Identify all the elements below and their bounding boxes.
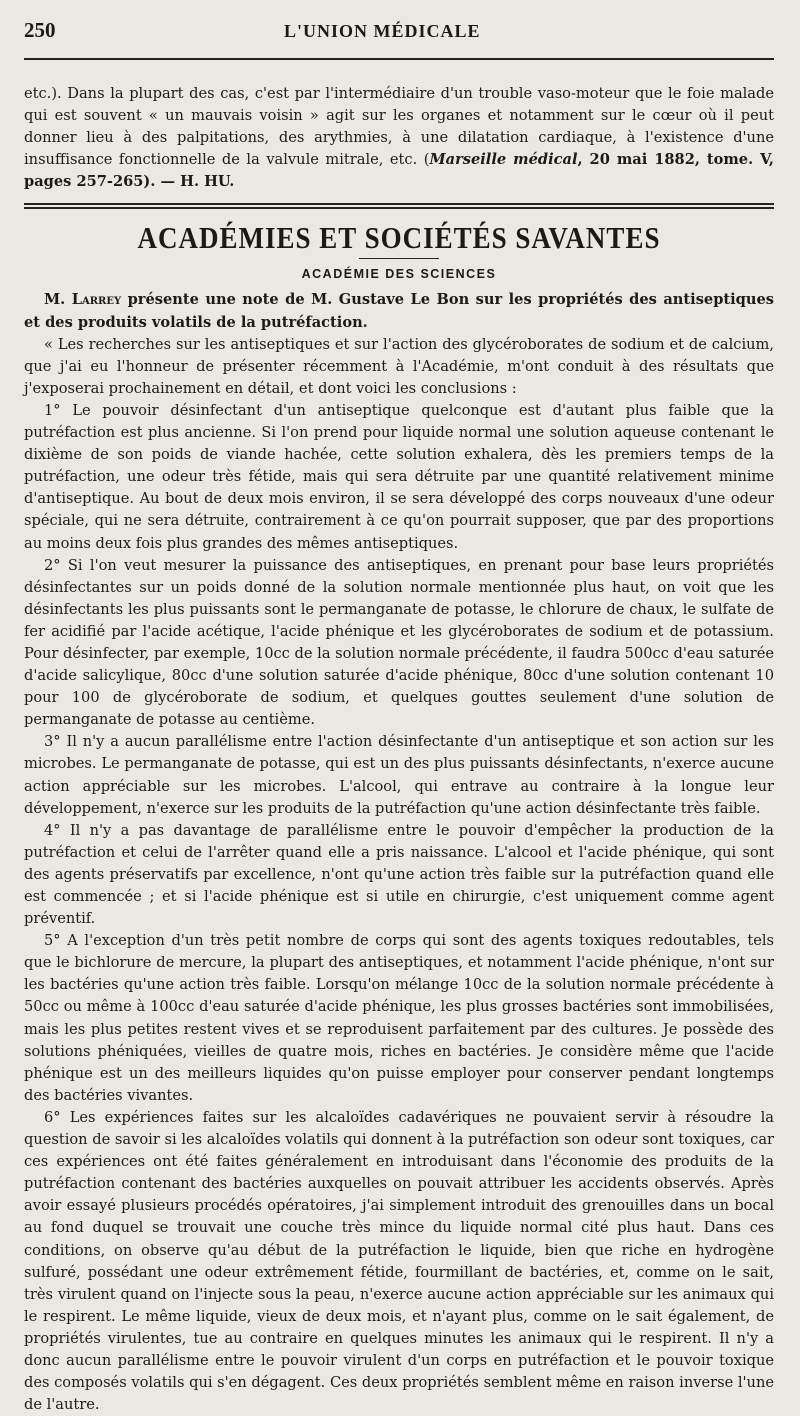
- previous-article-text: etc.). Dans la plupart des cas, c'est par l'intermédiaire d'un trouble vaso-moteur que le foie malade qui est souvent « un mauvais voisin » agit sur les organes et notamment sur le cœur où il peut donner lieu à des palpitations, des arythmies, à une dilatation cardiaque, à l'existence d'une insuffisance fonctionnelle de la valvule mitrale, etc. (: [24, 85, 774, 169]
- citation-details: , 20 mai 1882, tome. V, pages 257-265). — H. HU.: [24, 151, 774, 191]
- article-intro: [24, 289, 774, 333]
- page-number: 250: [24, 18, 56, 42]
- previous-article-ending: [24, 83, 774, 193]
- conclusion-6: 6° Les expériences faites sur les alcaloïdes cadavériques ne pouvaient servir à résoudre la question de savoir si les alcaloïdes volatils qui donnent à la putréfaction son odeur sont toxiques, car ces expériences ont été faites généralement en introduisant dans l'économie des produits de la putréfaction contenant des bactéries auxquelles on pouvait attribuer les accidents observés. Après avoir essayé plusieurs procédés opératoires, j'ai simplement introduit des grenouilles dans un bocal au fond duquel se trouvait une couche très mince du liquide normal cité plus haut. Dans ces conditions, on observe qu'au début de la putréfaction le liquide, bien que riche en hydrogène sulfuré, possédant une odeur extrêmement fétide, fourmillant de bactéries, et, comme on le sait, très virulent quand on l'injecte sous la peau, n'exerce aucune action appréciable sur les animaux qui le respirent. Le même liquide, vieux de deux mois, et n'ayant plus, comme on le sait également, de propriétés virulentes, tue au contraire en quelques minutes les animaux qui le respirent. Il n'y a donc aucun parallélisme entre le pouvoir virulent d'un corps en putréfaction et le pouvoir toxique des composés volatils qui s'en dégagent. Ces deux propriétés semblent même en raison inverse l'une de l'autre.: [24, 1108, 774, 1414]
- citation-source: Marseille médical: [429, 151, 578, 169]
- article-paragraph-intro: « Les recherches sur les antiseptiques et sur l'action des glycéroborates de sodium et de calcium, que j'ai eu l'honneur de présenter récemment à l'Académie, m'ont conduit à des résultats que j'exposerai prochainement en détail, et dont voici les conclusions :: [24, 335, 774, 397]
- author-name: M. Larrey: [44, 291, 122, 309]
- section-subtitle: ACADÉMIE DES SCIENCES: [301, 267, 497, 282]
- conclusion-3: 3° Il n'y a aucun parallélisme entre l'action désinfectante d'un antiseptique et son action sur les microbes. Le permanganate de potasse, qui est un des plus puissants désinfectants, n'exerce aucune action appréciable sur les microbes. L'alcool, qui entrave au contraire à la longue leur développement, n'exerce sur les produits de la putréfaction qu'une action désinfectante très faible.: [24, 733, 774, 817]
- conclusion-2: 2° Si l'on veut mesurer la puissance des antiseptiques, en prenant pour base leurs propriétés désinfectantes sur un poids donné de la solution normale mentionnée plus haut, on voit que les désinfectants les plus puissants sont le permanganate de potasse, le chlorure de chaux, le sulfate de fer acidifié par l'acide acétique, l'acide phénique et les glycéroborates de sodium et de potassium. Pour désinfecter, par exemple, 10cc de la solution normale précédente, il faudra 500cc d'eau saturée d'acide salicylique, 80cc d'une solution saturée d'acide phénique, 80cc d'une solution contenant 10 pour 100 de glycéroborate de sodium, et quelques gouttes seulement d'une solution de permanganate de potasse au centième.: [24, 556, 774, 729]
- conclusion-5: 5° A l'exception d'un très petit nombre de corps qui sont des agents toxiques redoutables, tels que le bichlorure de mercure, la plupart des antiseptiques, et notamment l'acide phénique, n'ont sur les bactéries qu'une action très faible. Lorsqu'on mélange 10cc de la solution normale précédente à 50cc ou même à 100cc d'eau saturée d'acide phénique, les plus grosses bactéries sont immobilisées, mais les plus petites restent vives et se reproduisent parfaitement par des cultures. Je possède des solutions phéniquées, vieilles de quatre mois, riches en bactéries. Je considère même que l'acide phénique est un des meilleurs liquides qu'on puisse employer pour conserver pendant longtemps des bactéries vivantes.: [24, 932, 774, 1104]
- article-intro-text: présente une note de M. Gustave Le Bon sur les propriétés des antiseptiques et des produits volatils de la putréfaction.: [24, 291, 774, 331]
- conclusion-1: 1° Le pouvoir désinfectant d'un antiseptique quelconque est d'autant plus faible que la putréfaction est plus ancienne. Si l'on prend pour liquide normal une solution aqueuse contenant le dixième de son poids de viande hachée, cette solution exhalera, dès les premiers temps de la putréfaction, une odeur très fétide, mais qui sera détruite par une quantité relativement minime d'antiseptique. Au bout de deux mois environ, il se sera développé des corps nouveaux d'une odeur spéciale, qui ne sera détruite, contrairement à ce qu'on pourrait supposer, que par des proportions au moins deux fois plus grandes des mêmes antiseptiques.: [24, 401, 774, 552]
- conclusion-4: 4° Il n'y a pas davantage de parallélisme entre le pouvoir d'empêcher la production de la putréfaction et celui de l'arrêter quand elle a pris naissance. L'alcool et l'acide phénique, qui sont des agents préservatifs par excellence, n'ont qu'une action très faible sur la putréfaction quand elle est commencée ; et si l'acide phénique est si utile en chirurgie, c'est uniquement comme agent préventif.: [24, 821, 774, 928]
- page-header: [24, 18, 774, 60]
- title-underline: [359, 258, 439, 259]
- section-divider: [24, 203, 774, 209]
- journal-title: L'UNION MÉDICALE: [284, 21, 481, 41]
- section-title: ACADÉMIES ET SOCIÉTÉS SAVANTES: [137, 221, 661, 256]
